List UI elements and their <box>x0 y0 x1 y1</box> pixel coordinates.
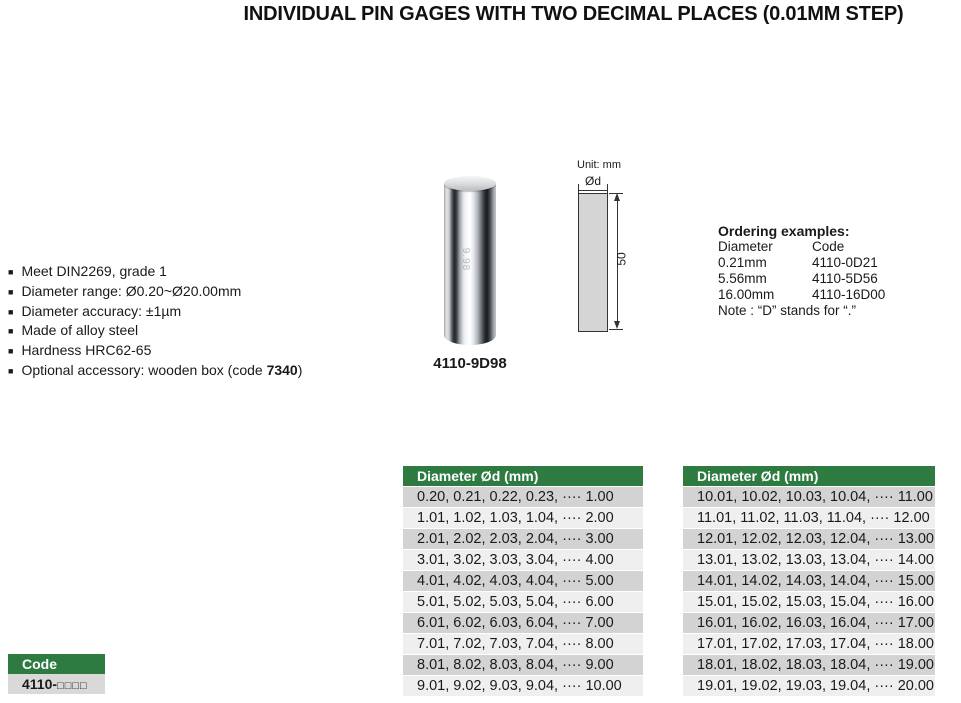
table-row: 6.01, 6.02, 6.03, 6.04, ···· 7.00 <box>403 613 643 634</box>
code-box <box>8 654 105 694</box>
feature-item <box>8 322 302 342</box>
ordering-note: Note : “D” stands for “.” <box>718 303 857 318</box>
feature-item <box>8 342 302 362</box>
table-row: 15.01, 15.02, 15.03, 15.04, ···· 16.00 <box>683 592 935 613</box>
feature-text: Made of alloy steel <box>21 322 139 339</box>
bullet-square-icon: ■ <box>8 365 14 376</box>
pin-cylinder-top <box>444 176 496 191</box>
table-row: 19.01, 19.02, 19.03, 19.04, ···· 20.00 <box>683 676 935 697</box>
ordering-examples-title: Ordering examples: <box>718 223 850 239</box>
table-row: 2.01, 2.02, 2.03, 2.04, ···· 3.00 <box>403 529 643 550</box>
pin-gage-photo <box>444 176 496 345</box>
feature-text: Diameter accuracy: ±1µm <box>21 302 182 319</box>
feature-text: Meet DIN2269, grade 1 <box>21 263 167 279</box>
table-row: 16.01, 16.02, 16.03, 16.04, ···· 17.00 <box>683 613 935 634</box>
table-row: 4.01, 4.02, 4.03, 4.04, ···· 5.00 <box>403 571 643 592</box>
arrow-up-icon <box>614 193 620 201</box>
extension-line <box>609 329 623 330</box>
bullet-square-icon: ■ <box>8 346 14 357</box>
unit-label: Unit: mm <box>577 159 621 171</box>
table-row: 12.01, 12.02, 12.03, 12.04, ···· 13.00 <box>683 529 935 550</box>
table-row: 18.01, 18.02, 18.03, 18.04, ···· 19.00 <box>683 655 935 676</box>
page-title: INDIVIDUAL PIN GAGES WITH TWO DECIMAL PLACES (0.01MM STEP) <box>243 3 904 25</box>
model-number-label: 4110-9D98 <box>433 355 507 372</box>
bullet-square-icon: ■ <box>8 306 14 317</box>
code-box-value <box>8 674 105 694</box>
feature-item <box>8 283 302 303</box>
bullet-square-icon: ■ <box>8 326 14 337</box>
table-row: 14.01, 14.02, 14.03, 14.04, ···· 15.00 <box>683 571 935 592</box>
feature-item <box>8 362 302 382</box>
pin-engraving: 9.98 <box>460 247 472 272</box>
table-row: 10.01, 10.02, 10.03, 10.04, ···· 11.00 <box>683 487 935 508</box>
diameter-dimension-line <box>578 190 608 191</box>
table-row: 3.01, 3.02, 3.03, 3.04, ···· 4.00 <box>403 550 643 571</box>
code-box-header: Code <box>8 654 105 674</box>
ordering-examples <box>718 223 885 319</box>
code-placeholder-boxes: □□□□ <box>57 680 88 692</box>
feature-item <box>8 303 302 323</box>
arrow-down-icon <box>614 321 620 329</box>
table-row: 9.01, 9.02, 9.03, 9.04, ···· 10.00 <box>403 676 643 697</box>
code-prefix: 4110- <box>22 676 58 692</box>
feature-text: Hardness HRC62-65 <box>21 342 152 359</box>
feature-text: Diameter range: Ø0.20~Ø20.00mm <box>21 282 242 299</box>
table-row: 0.20, 0.21, 0.22, 0.23, ···· 1.00 <box>403 487 643 508</box>
table-row: 7.01, 7.02, 7.03, 7.04, ···· 8.00 <box>403 634 643 655</box>
table-row: 13.01, 13.02, 13.03, 13.04, ···· 14.00 <box>683 550 935 571</box>
ordering-row: 0.21mm 4110-0D21 <box>718 255 878 270</box>
bullet-square-icon: ■ <box>8 286 14 297</box>
ordering-header-row <box>718 239 885 255</box>
ordering-row: 16.00mm 4110-16D00 <box>718 287 886 302</box>
ordering-col-code: Code <box>812 239 845 254</box>
table-row: 1.01, 1.02, 1.03, 1.04, ···· 2.00 <box>403 508 643 529</box>
feature-text: Optional accessory: wooden box (code 7340) <box>21 361 303 378</box>
diameter-table-right <box>683 466 935 697</box>
diameter-table-left <box>403 466 643 697</box>
table-row: 5.01, 5.02, 5.03, 5.04, ···· 6.00 <box>403 592 643 613</box>
ordering-col-diameter: Diameter <box>718 239 773 254</box>
feature-item <box>8 263 302 283</box>
table-header: Diameter Ød (mm) <box>403 466 643 487</box>
length-dimension-label: 50 <box>614 252 629 266</box>
bullet-square-icon: ■ <box>8 267 14 277</box>
ordering-row: 5.56mm 4110-5D56 <box>718 271 878 286</box>
diameter-dimension-label: Ød <box>584 174 601 188</box>
feature-list <box>8 263 302 382</box>
pin-outline-drawing <box>578 193 608 332</box>
table-row: 17.01, 17.02, 17.03, 17.04, ···· 18.00 <box>683 634 935 655</box>
table-header: Diameter Ød (mm) <box>683 466 935 487</box>
table-row: 11.01, 11.02, 11.03, 11.04, ···· 12.00 <box>683 508 935 529</box>
table-row: 8.01, 8.02, 8.03, 8.04, ···· 9.00 <box>403 655 643 676</box>
